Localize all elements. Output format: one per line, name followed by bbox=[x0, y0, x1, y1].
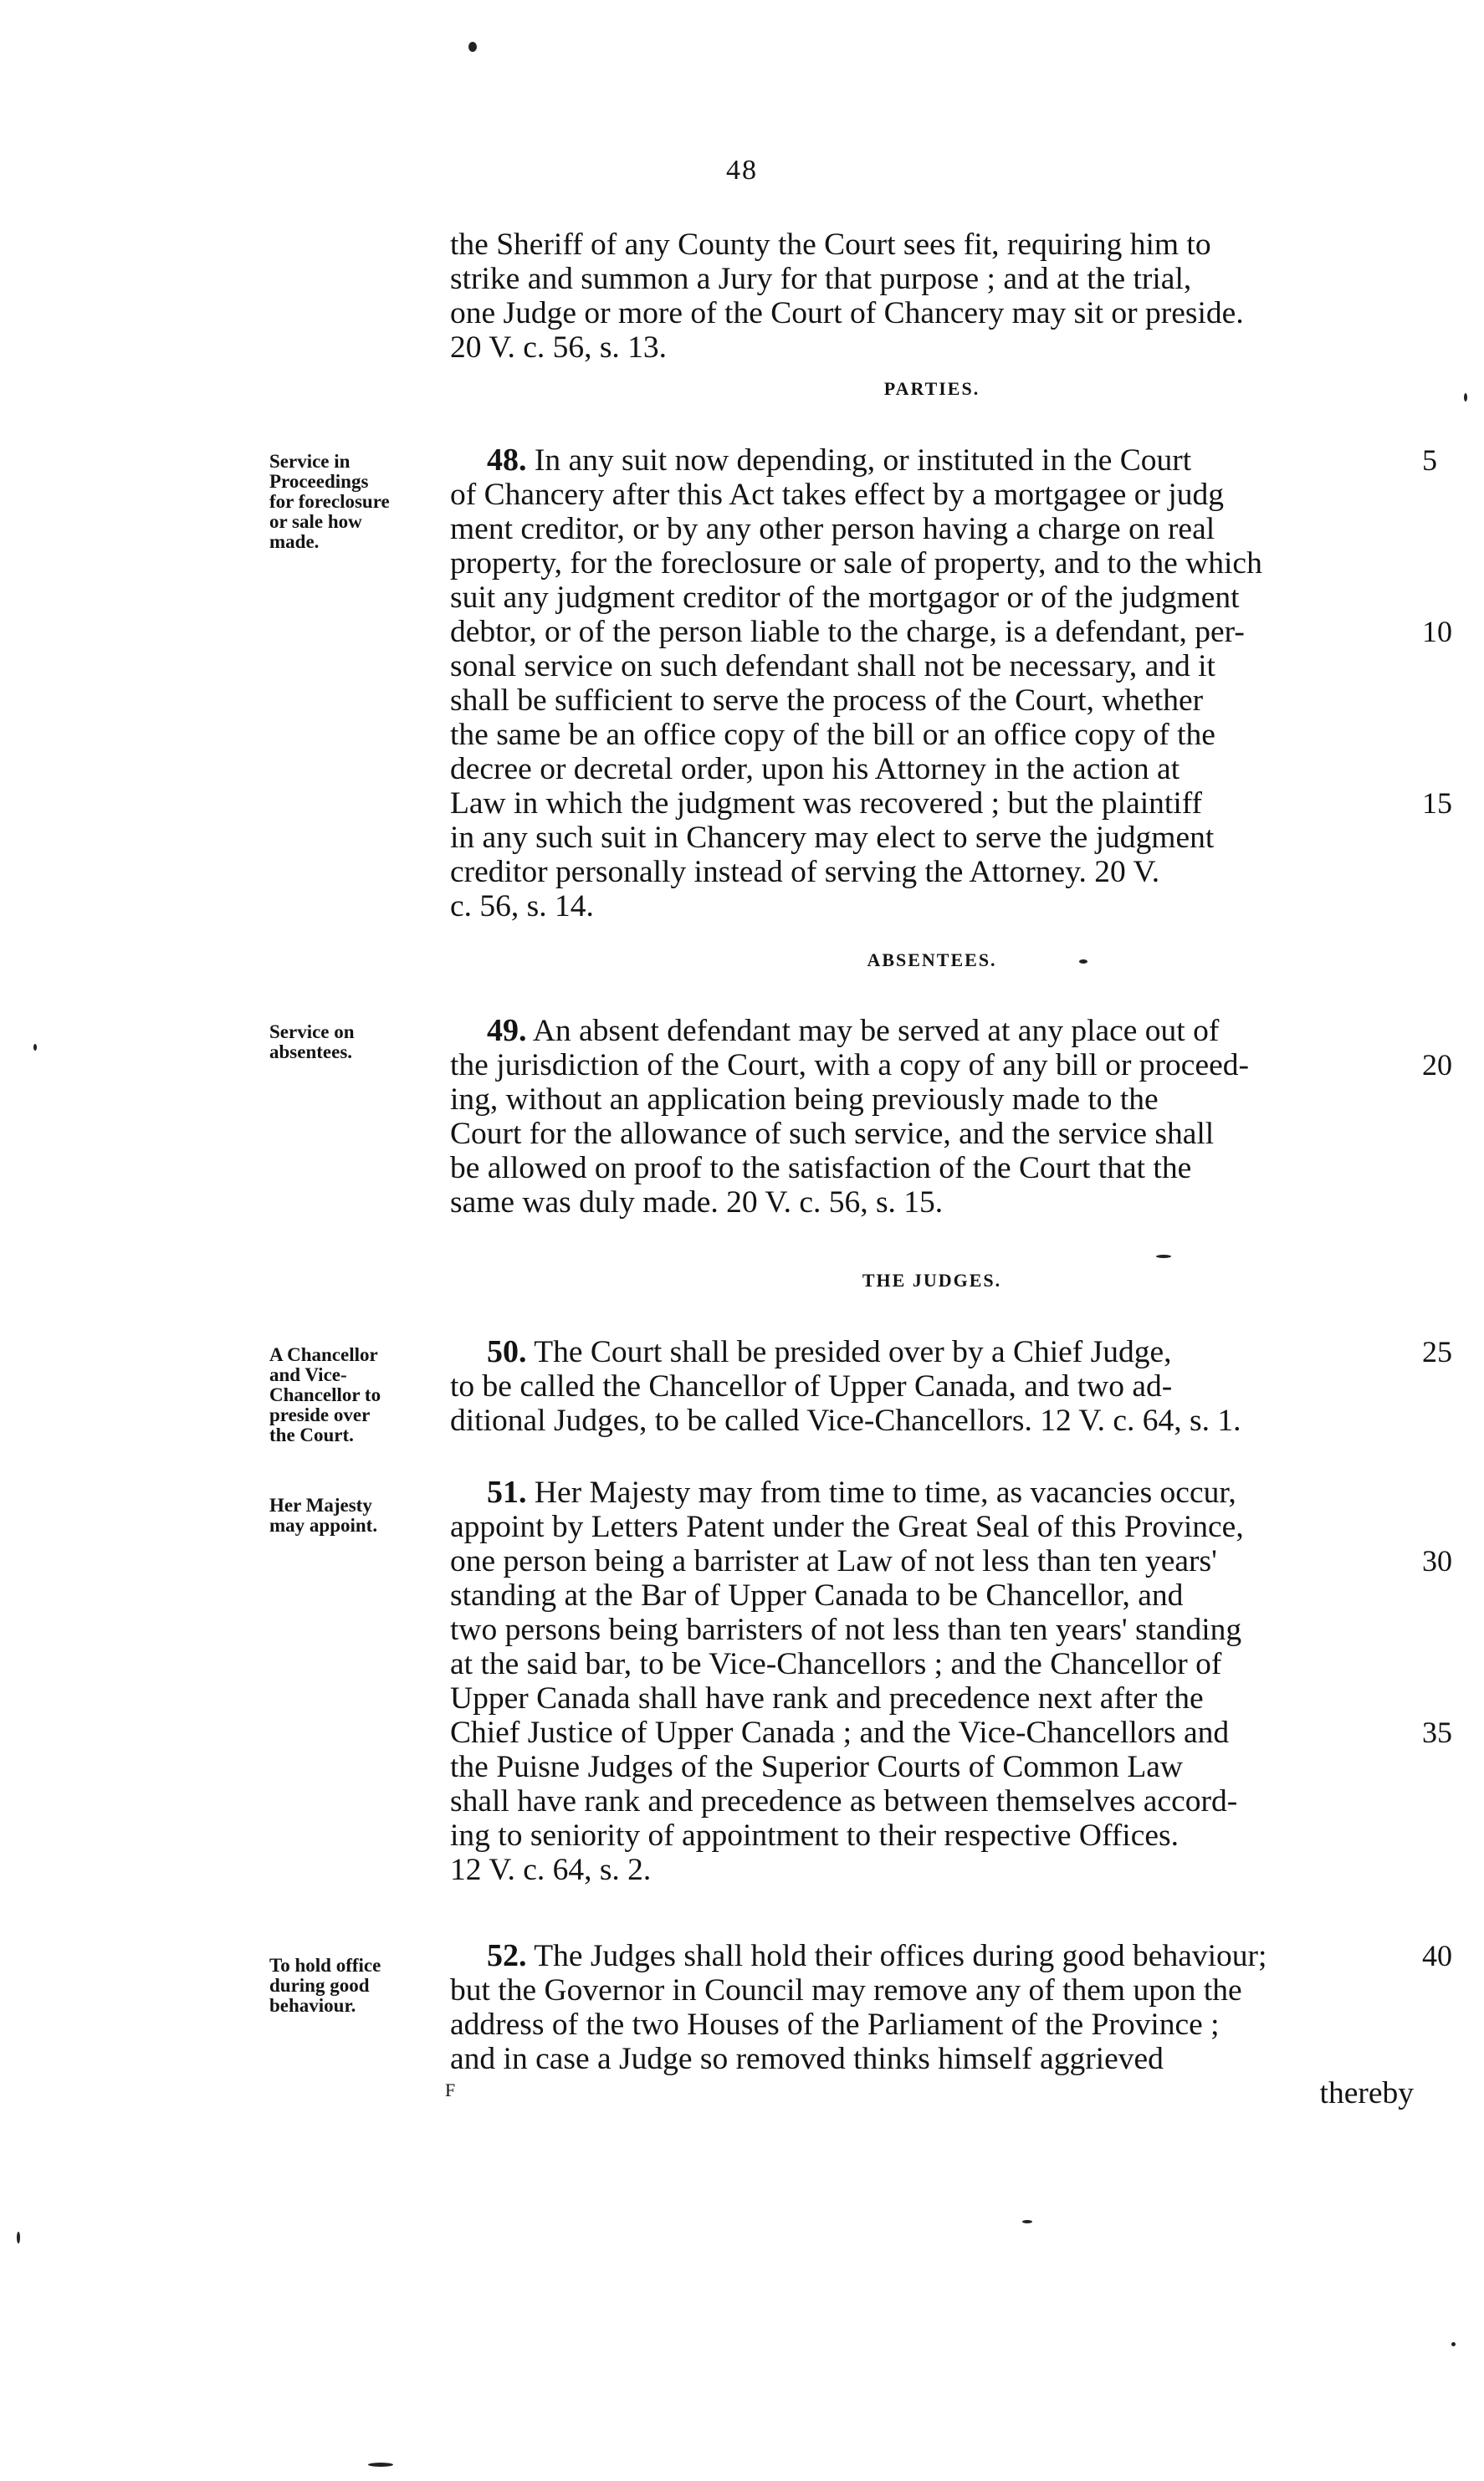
section-number: 51. bbox=[487, 1475, 527, 1510]
text-line bbox=[450, 1014, 1414, 1048]
margin-note-line: Chancellor to bbox=[269, 1384, 381, 1405]
text-line: at the said bar, to be Vice-Chancellors ; and the Chancellor of bbox=[450, 1647, 1222, 1681]
text-line: decree or decretal order, upon his Attorney in the action at bbox=[450, 752, 1180, 786]
text-line: the Sheriff of any County the Court sees fit, requiring him to bbox=[450, 228, 1211, 262]
text-line bbox=[450, 1335, 1414, 1369]
heading-absentees: ABSENTEES. bbox=[867, 949, 997, 970]
margin-note-line: may appoint. bbox=[269, 1515, 378, 1536]
text-line: creditor personally instead of serving the Attorney. 20 V. bbox=[450, 855, 1160, 889]
line-number: 35 bbox=[1422, 1716, 1452, 1749]
text-line: one Judge or more of the Court of Chancery may sit or preside. bbox=[450, 296, 1244, 330]
margin-note-line: A Chancellor bbox=[269, 1344, 378, 1365]
text-line-content: In any suit now depending, or instituted in the Court bbox=[534, 443, 1192, 478]
text-line: the jurisdiction of the Court, with a copy of any bill or proceed- bbox=[450, 1048, 1249, 1082]
section-48 bbox=[450, 443, 1414, 923]
text-line-content: Her Majesty may from time to time, as vacancies occur, bbox=[534, 1476, 1236, 1510]
margin-note-line: To hold office bbox=[269, 1955, 381, 1976]
margin-note-line: or sale how bbox=[269, 511, 362, 532]
line-number: 15 bbox=[1422, 786, 1452, 820]
text-line: ditional Judges, to be called Vice-Chancellors. 12 V. c. 64, s. 1. bbox=[450, 1404, 1241, 1438]
text-line: in any such suit in Chancery may elect to serve the judgment bbox=[450, 821, 1215, 855]
scan-speck bbox=[368, 2463, 393, 2467]
section-52 bbox=[450, 1939, 1414, 2110]
text-line: ment creditor, or by any other person having a charge on real bbox=[450, 512, 1215, 546]
heading-parties: PARTIES. bbox=[883, 378, 980, 399]
text-line: c. 56, s. 14. bbox=[450, 889, 594, 923]
margin-note-line: and Vice- bbox=[269, 1364, 347, 1385]
text-line: address of the two Houses of the Parliament of the Province ; bbox=[450, 2008, 1220, 2042]
signature-mark: F bbox=[445, 2079, 456, 2100]
text-line: appoint by Letters Patent under the Great Seal of this Province, bbox=[450, 1510, 1244, 1544]
margin-note-line: Service on bbox=[269, 1021, 355, 1042]
scan-speck bbox=[1079, 959, 1087, 964]
scan-speck bbox=[33, 1044, 37, 1051]
text-line: Chief Justice of Upper Canada ; and the Vice-Chancellors and bbox=[450, 1716, 1230, 1750]
section-number: 49. bbox=[487, 1013, 527, 1048]
section-number: 50. bbox=[487, 1334, 527, 1369]
text-line bbox=[450, 443, 1414, 478]
text-line: and in case a Judge so removed thinks himself aggrieved bbox=[450, 2042, 1164, 2076]
text-line: Court for the allowance of such service, and the service shall bbox=[450, 1117, 1215, 1151]
text-line: Upper Canada shall have rank and precedence next after the bbox=[450, 1681, 1204, 1716]
text-line: ing to seniority of appointment to their respective Offices. bbox=[450, 1819, 1179, 1853]
text-line: be allowed on proof to the satisfaction of the Court that the bbox=[450, 1151, 1192, 1185]
margin-note-line: Proceedings bbox=[269, 471, 369, 492]
continuation-paragraph bbox=[450, 228, 1414, 365]
margin-note-line: absentees. bbox=[269, 1041, 353, 1062]
margin-note-49 bbox=[269, 1022, 445, 1062]
heading-the-judges: THE JUDGES. bbox=[862, 1270, 1002, 1291]
text-line: sonal service on such defendant shall not be necessary, and it bbox=[450, 649, 1215, 683]
text-line: standing at the Bar of Upper Canada to be Chancellor, and bbox=[450, 1578, 1184, 1613]
text-line: of Chancery after this Act takes effect by a mortgagee or judg bbox=[450, 478, 1224, 512]
text-line: one person being a barrister at Law of not less than ten years' bbox=[450, 1544, 1217, 1578]
scan-speck bbox=[17, 2232, 20, 2243]
catchword: thereby bbox=[1319, 2076, 1414, 2110]
line-number: 40 bbox=[1422, 1939, 1452, 1972]
text-line-content: The Court shall be presided over by a Chief Judge, bbox=[534, 1335, 1172, 1369]
text-line: the same be an office copy of the bill or an office copy of the bbox=[450, 718, 1215, 752]
margin-note-line: made. bbox=[269, 531, 320, 552]
text-line bbox=[450, 1476, 1414, 1510]
section-49 bbox=[450, 1014, 1414, 1220]
section-number: 52. bbox=[487, 1938, 527, 1973]
margin-note-48 bbox=[269, 452, 445, 552]
section-50 bbox=[450, 1335, 1414, 1438]
text-line-content: The Judges shall hold their offices during good behaviour; bbox=[534, 1939, 1267, 1973]
page-number: 48 bbox=[726, 155, 758, 186]
text-line: but the Governor in Council may remove any of them upon the bbox=[450, 1973, 1242, 2008]
text-line: debtor, or of the person liable to the charge, is a defendant, per- bbox=[450, 615, 1245, 649]
scan-speck bbox=[1156, 1255, 1171, 1258]
margin-note-line: during good bbox=[269, 1975, 370, 1996]
margin-note-52 bbox=[269, 1956, 445, 2016]
scan-speck bbox=[1451, 2342, 1456, 2346]
text-line: 12 V. c. 64, s. 2. bbox=[450, 1853, 652, 1887]
line-number: 20 bbox=[1422, 1048, 1452, 1082]
margin-note-line: behaviour. bbox=[269, 1995, 356, 2016]
margin-note-51 bbox=[269, 1496, 445, 1536]
text-line: strike and summon a Jury for that purpose ; and at the trial, bbox=[450, 262, 1192, 296]
text-line: 20 V. c. 56, s. 13. bbox=[450, 330, 668, 365]
line-number: 25 bbox=[1422, 1335, 1452, 1368]
text-line-content: An absent defendant may be served at any place out of bbox=[532, 1014, 1220, 1048]
margin-note-50 bbox=[269, 1345, 445, 1445]
margin-note-line: preside over bbox=[269, 1404, 371, 1425]
margin-note-line: the Court. bbox=[269, 1425, 354, 1445]
text-line: shall be sufficient to serve the process of the Court, whether bbox=[450, 683, 1204, 718]
text-line: to be called the Chancellor of Upper Canada, and two ad- bbox=[450, 1369, 1173, 1404]
section-number: 48. bbox=[487, 442, 527, 478]
margin-note-line: Service in bbox=[269, 451, 351, 472]
line-number: 5 bbox=[1422, 443, 1437, 477]
line-number: 10 bbox=[1422, 615, 1452, 648]
margin-note-line: for foreclosure bbox=[269, 491, 390, 512]
text-line bbox=[450, 1939, 1414, 1973]
margin-note-line: Her Majesty bbox=[269, 1495, 372, 1516]
text-line: suit any judgment creditor of the mortgagor or of the judgment bbox=[450, 581, 1240, 615]
text-line: property, for the foreclosure or sale of property, and to the which bbox=[450, 546, 1262, 581]
text-line: Law in which the judgment was recovered ; but the plaintiff bbox=[450, 786, 1203, 821]
scan-speck bbox=[1464, 393, 1467, 402]
text-line: ing, without an application being previously made to the bbox=[450, 1082, 1159, 1117]
scan-speck bbox=[468, 42, 477, 52]
line-number: 30 bbox=[1422, 1544, 1452, 1578]
text-line: same was duly made. 20 V. c. 56, s. 15. bbox=[450, 1185, 944, 1220]
section-51 bbox=[450, 1476, 1414, 1887]
scan-speck bbox=[1022, 2220, 1032, 2223]
text-line: the Puisne Judges of the Superior Courts of Common Law bbox=[450, 1750, 1183, 1784]
text-line: two persons being barristers of not less than ten years' standing bbox=[450, 1613, 1242, 1647]
text-line: shall have rank and precedence as between themselves accord- bbox=[450, 1784, 1238, 1819]
